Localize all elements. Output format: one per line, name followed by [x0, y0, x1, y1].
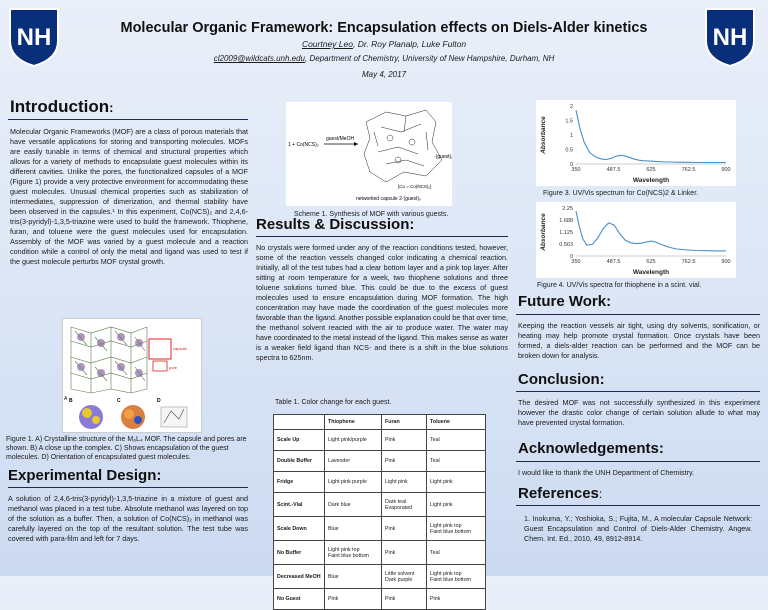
- color-change-table-wrap: [273, 414, 486, 610]
- y-tick-label: 2: [569, 104, 573, 110]
- acknowledgements-rule: [516, 461, 760, 462]
- table-cell: Dark blue: [325, 493, 382, 517]
- svg-text:networked capsule 2·(guest)ₓ: networked capsule 2·(guest)ₓ: [356, 196, 421, 202]
- table-cell: Light pink: [427, 472, 486, 493]
- x-tick-label: 900: [721, 167, 731, 173]
- svg-text:[Co = Co(NCS)₂]: [Co = Co(NCS)₂]: [398, 184, 432, 189]
- svg-text:C: C: [117, 398, 121, 404]
- y-tick-label: 0.5: [565, 147, 573, 154]
- affiliation: [0, 54, 768, 63]
- table-cell: Pink: [382, 430, 427, 451]
- color-change-table: [273, 414, 486, 610]
- table-cell: Scale Down: [274, 517, 325, 541]
- y-tick-label: 1.5: [565, 118, 573, 125]
- conclusion-heading: Conclusion:: [518, 371, 605, 388]
- acknowledgements-text: I would like to thank the UNH Department of Chemistry.: [518, 468, 695, 477]
- table-cell: Teal: [427, 430, 486, 451]
- table-row: [274, 517, 486, 541]
- uvvis-chart-1-svg: [536, 100, 736, 186]
- authors: [0, 39, 768, 49]
- svg-text:NH: NH: [16, 24, 52, 51]
- y-tick-label: 2.25: [562, 206, 573, 212]
- figure3-caption: Figure 3. UV/Vis spectrum for Co(NCS)2 & Linker.: [543, 190, 699, 197]
- x-tick-label: 762.5: [681, 259, 696, 265]
- table-cell: Blue: [325, 517, 382, 541]
- svg-text:guest/MeOH: guest/MeOH: [326, 136, 355, 142]
- figure4-caption: Figure 4. UV/Vis spectra for thiophene in a scint. vial.: [537, 282, 702, 289]
- figure1-caption: Figure 1. A) Crystalline structure of the M₆L₄ MOF. The capsule and pores are shown. B) A close up the complex. C) Shows encapsulation of the guest molecules. D) Orientation of encapsulated guest molecules.: [6, 436, 247, 461]
- experimental-rule: [8, 487, 248, 488]
- email-link[interactable]: cl2009@wildcats.unh.edu: [213, 54, 306, 63]
- svg-text:A: A: [64, 396, 68, 402]
- table-cell: Light pink: [382, 472, 427, 493]
- experimental-heading: Experimental Design:: [8, 467, 162, 484]
- table-cell: Pink: [382, 541, 427, 565]
- results-rule: [256, 236, 508, 237]
- acknowledgements-heading: Acknowledgements:: [518, 440, 664, 457]
- table-cell: Decreased MeOH: [274, 565, 325, 589]
- table-header-cell: [274, 415, 325, 430]
- table-cell: Fridge: [274, 472, 325, 493]
- x-axis-label: Wavelength: [632, 269, 670, 276]
- table-cell: Pink: [382, 517, 427, 541]
- x-axis-label: Wavelength: [632, 177, 670, 184]
- y-tick-label: 1.125: [559, 230, 573, 236]
- svg-text:B: B: [69, 398, 73, 404]
- results-heading: Results & Discussion:: [256, 216, 415, 233]
- experimental-text: A solution of 2,4,6-tris(3-pyridyl)-1,3,5-triazine in a mixture of guest and methanol was placed in a test tube. Absolute methanol was layered on top of the solution as a buffer. Then, a solution of Co(NCS)₂ in methanol was carefully layered on the top of the resultant solution. The test tube was covered with para-film and left for 7 days.: [8, 494, 248, 543]
- conclusion-rule: [516, 391, 760, 392]
- table-cell: Scint.-Vial: [274, 493, 325, 517]
- x-tick-label: 350: [571, 259, 581, 265]
- table-row: [274, 451, 486, 472]
- table-row: [274, 472, 486, 493]
- table-cell: Blue: [325, 565, 382, 589]
- table-cell: Little solvent Dark purple: [382, 565, 427, 589]
- svg-text:D: D: [157, 398, 161, 404]
- future-work-heading: Future Work:: [518, 293, 612, 310]
- references-rule: [516, 505, 760, 506]
- table-cell: Teal: [427, 451, 486, 472]
- table-cell: Dark teal Evaporated: [382, 493, 427, 517]
- scheme1-caption: Scheme 1. Synthesis of MOF with various guests.: [294, 211, 449, 218]
- introduction-rule: [8, 119, 248, 120]
- x-tick-label: 762.5: [681, 167, 696, 173]
- results-text: No crystals were formed under any of the reaction conditions tested, however, some of the reaction vessels changed color indicating a chemical reaction. Initially, all of the test tubes had a clear bottom layer and a pink top layer. After sitting at room temperature for a week, two thiophene solutions and three toluene solutions turned blue. This could be due to the excess of guest molecules used to ensure encapsulation during MOF formation. The high concentration may have made the coordination of the guest molecules more favorable than the ligand. Another possible explanation could be that over time, the methanol solvent reacted with the air to produce water. The water may have coordinated to the metal instead of the ligand. This makes sense as water is a weaker field ligand than NCS- and there is a shift in the blue solutions spectra to 625nm.: [256, 243, 508, 362]
- references-text: 1. Inokuma, Y.; Yoshioka, S.; Fujita, M., A molecular Capsule Network: Guest Encapsulation and Control of Diels-Alder Chemistry. Angew. Chem. Int. Ed., 2010, 49, 8912-8914.: [524, 514, 752, 543]
- synthesis-scheme: [286, 102, 452, 206]
- absorbance-series-line: [576, 211, 726, 251]
- y-tick-label: 1.688: [559, 217, 573, 224]
- poster-title: Molecular Organic Framework: Encapsulation effects on Diels-Alder kinetics: [120, 20, 648, 36]
- table-row: [274, 493, 486, 517]
- svg-text:capsule: capsule: [173, 346, 187, 351]
- table-cell: Double Buffer: [274, 451, 325, 472]
- x-tick-label: 487.5: [606, 259, 621, 265]
- table-cell: Scale Up: [274, 430, 325, 451]
- poster-date: May 4, 2017: [361, 70, 407, 79]
- lead-author: Courtney Leo: [301, 39, 353, 49]
- uvvis-chart-2: [536, 202, 736, 278]
- table-cell: Light pink/purple: [325, 430, 382, 451]
- svg-text:·(guest)ₓ: ·(guest)ₓ: [434, 154, 452, 160]
- absorbance-series-line: [576, 110, 726, 162]
- x-tick-label: 625: [646, 259, 656, 265]
- y-tick-label: 0.563: [559, 241, 573, 248]
- table-cell: Light pink: [427, 493, 486, 517]
- uvvis-chart-2-svg: [536, 202, 736, 278]
- table-cell: No Buffer: [274, 541, 325, 565]
- affiliation-text: , Department of Chemistry, University of New Hampshire, Durham, NH: [305, 54, 555, 63]
- conclusion-text: The desired MOF was not successfully synthesized in this experiment however the drastic color change of certain solution allude to what may have prevented crystal formation.: [518, 398, 760, 427]
- future-work-rule: [516, 314, 760, 315]
- introduction-text: Molecular Organic Frameworks (MOF) are a class of porous materials that have versatile applications for storing and transporting molecules. MOFs are easily tunable in terms of chemical and structural properties which allows for a variety of methods to encapsulate guest molecules within its different cavities. Unlike the pores, the functionalized capsules of a MOF (Figure 1) provide a very protective environment for accommodating these guest molecules. Unusual chemical properties such as stabilization of intermediates, suppression of dimerization, and thermal stability have been observed in the capsules.¹ In this experiment, Co(NCS)₂ and 2,4,6-tris(3-pyridyl)-1,3,5-triazine were used to build the framework. Thiophene, furan, and toluene were the guest molecules used for encapsulation. Assembly of the MOF was varied by a guest molecule and a reaction condition while a control of only the metal and ligand was used to test if the guest molecule perturbs MOF crystal growth.: [10, 127, 248, 266]
- table-cell: Pink: [427, 589, 486, 610]
- table-cell: Light pink top Faint blue bottom: [427, 517, 486, 541]
- table-cell: Light pink top Faint blue bottom: [325, 541, 382, 565]
- table-cell: No Guest: [274, 589, 325, 610]
- table-row: [274, 565, 486, 589]
- y-axis-label: Absorbance: [540, 116, 547, 154]
- table-row: [274, 430, 486, 451]
- table-row: [274, 589, 486, 610]
- table-header-cell: Thiophene: [325, 415, 382, 430]
- table-row: [274, 541, 486, 565]
- table-cell: Pink: [325, 589, 382, 610]
- references-heading: References:: [518, 485, 603, 502]
- svg-text:pore: pore: [169, 365, 178, 370]
- y-tick-label: 1: [569, 133, 573, 139]
- y-axis-label: Absorbance: [540, 213, 547, 251]
- table-cell: Light pink top Faint blue bottom: [427, 565, 486, 589]
- table1-caption: Table 1. Color change for each guest.: [275, 399, 392, 406]
- y-tick-label: 0: [569, 162, 573, 168]
- table-header-row: [274, 415, 486, 430]
- co-authors: , Dr. Roy Planalp, Luke Fulton: [352, 39, 467, 49]
- future-work-text: Keeping the reaction vessels air tight, using dry solvents, sonification, or heating may help promote crystal formation. Once crystals have been formed, a diels-alder reaction can be performed and the MOF can be broken down for analysis.: [518, 321, 760, 360]
- uvvis-chart-1: [536, 100, 736, 186]
- table-cell: Pink: [382, 589, 427, 610]
- x-tick-label: 625: [646, 167, 656, 173]
- table-header-cell: Toluene: [427, 415, 486, 430]
- introduction-heading: Introduction:: [10, 97, 114, 116]
- table-cell: Teal: [427, 541, 486, 565]
- table-cell: Pink: [382, 451, 427, 472]
- svg-text:1 + Co(NCS)₂: 1 + Co(NCS)₂: [288, 142, 319, 148]
- x-tick-label: 487.5: [606, 167, 621, 173]
- svg-text:NH: NH: [712, 24, 748, 51]
- table-header-cell: Furan: [382, 415, 427, 430]
- table-cell: Light pink purple: [325, 472, 382, 493]
- x-tick-label: 350: [571, 167, 581, 173]
- mof-structure-figure: [62, 318, 202, 433]
- table-cell: Lavender: [325, 451, 382, 472]
- y-tick-label: 0: [569, 254, 573, 260]
- x-tick-label: 900: [721, 259, 731, 265]
